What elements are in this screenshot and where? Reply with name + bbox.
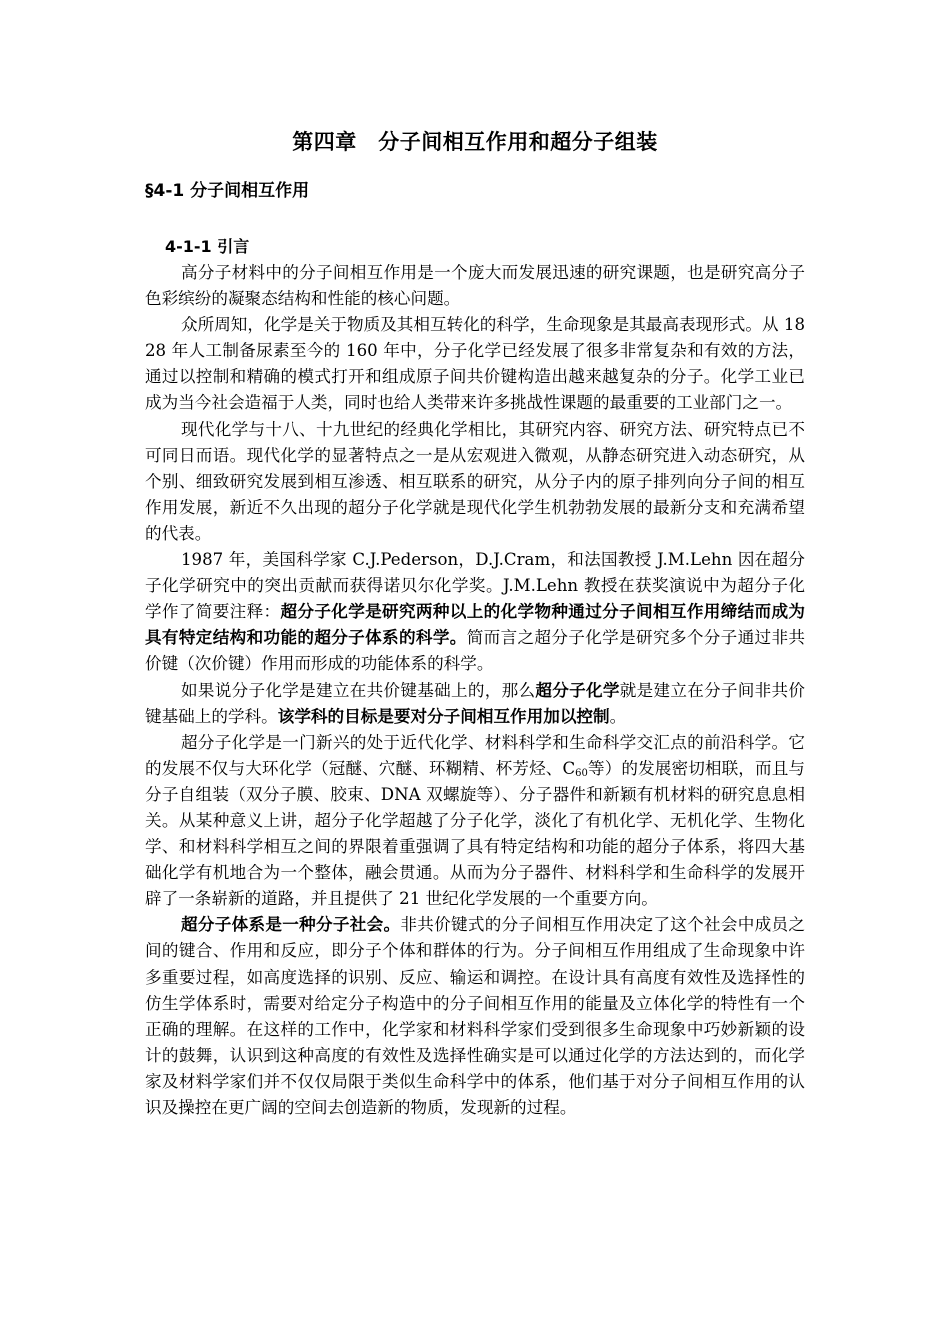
paragraph-supramolecular-basis: [145, 678, 805, 730]
text-run: 非共价键式的分子间相互作用决定了这个社会中成员之间的键合、作用和反应，即分子个体和群体的行为。分子间相互作用组成了生命现象中许多重要过程，如高度选择的识别、反应、输运和调控。在设计具有高度有效性及选择性的仿生学体系时，需要对给定分子构造中的分子间相互作用的能量及立体化学的特性有一个正确的理解。在这样的工作中，化学家和材料科学家们受到很多生命现象中巧妙新颖的设计的鼓舞，认识到这种高度的有效性及选择性确实是可以通过化学的方法达到的，而化学家及材料学家们并不仅仅局限于类似生命科学中的体系，他们基于对分子间相互作用的认识及操控在更广阔的空间去创造新的物质，发现新的过程。: [145, 915, 806, 1117]
text-run: 1987 年，美国科学家 C.J.Pederson，D.J.Cram，和法国教授 J.M.Lehn 因在超分子化学研究中的突出贡献而获得诺贝尔化学奖。J.M.Lehn 教授在获奖演说中为超分子化学作了简要注释：: [145, 550, 805, 622]
text-run: 超分子化学是一门新兴的处于近代化学、材料科学和生命科学交汇点的前沿科学。它的发展不仅与大环化学（冠醚、穴醚、环糊精、杯芳烃、C: [145, 732, 805, 778]
text-run: 简而言之超分子化学是研究多个分子通过非共价键（次价键）作用而形成的功能体系的科学。: [145, 628, 805, 674]
subscript-60: 60: [575, 767, 588, 779]
subsection-title: 4-1-1 引言: [165, 237, 250, 256]
supramolecular-chemistry-bold: 超分子化学: [535, 680, 620, 700]
text-run: 。: [609, 706, 627, 726]
paragraph-intro: 高分子材料中的分子间相互作用是一个庞大而发展迅速的研究课题，也是研究高分子色彩缤纷的凝聚态结构和性能的核心问题。: [145, 263, 805, 309]
chapter-title: 第四章 分子间相互作用和超分子组装: [292, 130, 658, 154]
discipline-goal-bold: 该学科的目标是要对分子间相互作用加以控制: [277, 706, 610, 726]
paragraph-chemistry-definition: 众所周知，化学是关于物质及其相互转化的科学，生命现象是其最高表现形式。从 1828 年人工制备尿素至今的 160 年中，分子化学已经发展了很多非常复杂和有效的方法，通过以控制和精确的模式打开和组成原子间共价键构造出越来越复杂的分子。化学工业已成为当今社会造福于人类，同时也给人类带来许多挑战性课题的最重要的工业部门之一。: [145, 315, 805, 413]
text-run: 就是建立在分子间非共价键基础上的学科。: [145, 680, 806, 726]
paragraph-molecular-society: [145, 912, 805, 1121]
molecular-society-bold: 超分子体系是一种分子社会。: [181, 915, 401, 935]
supramolecular-definition-bold: 超分子化学是研究两种以上的化学物种通过分子间相互作用缔结而成为具有特定结构和功能的超分子体系的科学。: [145, 602, 806, 648]
section-title: §4-1 分子间相互作用: [145, 181, 310, 201]
paragraph-nobel-prize: [145, 547, 805, 677]
paragraph-modern-chemistry: 现代化学与十八、十九世纪的经典化学相比，其研究内容、研究方法、研究特点已不可同日而语。现代化学的显著特点之一是从宏观进入微观，从静态研究进入动态研究，从个别、细致研究发展到相互渗透、相互联系的研究，从分子内的原子排列向分子间的相互作用发展，新近不久出现的超分子化学就是现代化学生机勃勃发展的最新分支和充满希望的代表。: [145, 419, 805, 543]
text-run: 等）的发展密切相联，而且与分子自组装（双分子膜、胶束、DNA 双螺旋等）、分子器件和新颖有机材料的研究息息相关。从某种意义上讲，超分子化学超越了分子化学，淡化了有机化学、无机化学、生物化学、和材料科学相互之间的界限着重强调了具有特定结构和功能的超分子体系，将四大基础化学有机地合为一个整体，融会贯通。从而为分子器件、材料科学和生命科学的发展开辟了一条崭新的道路，并且提供了 21 世纪化学发展的一个重要方向。: [145, 758, 805, 909]
text-run: 如果说分子化学是建立在共价键基础上的，那么: [181, 680, 536, 700]
paragraph-emerging-science: [145, 730, 805, 913]
